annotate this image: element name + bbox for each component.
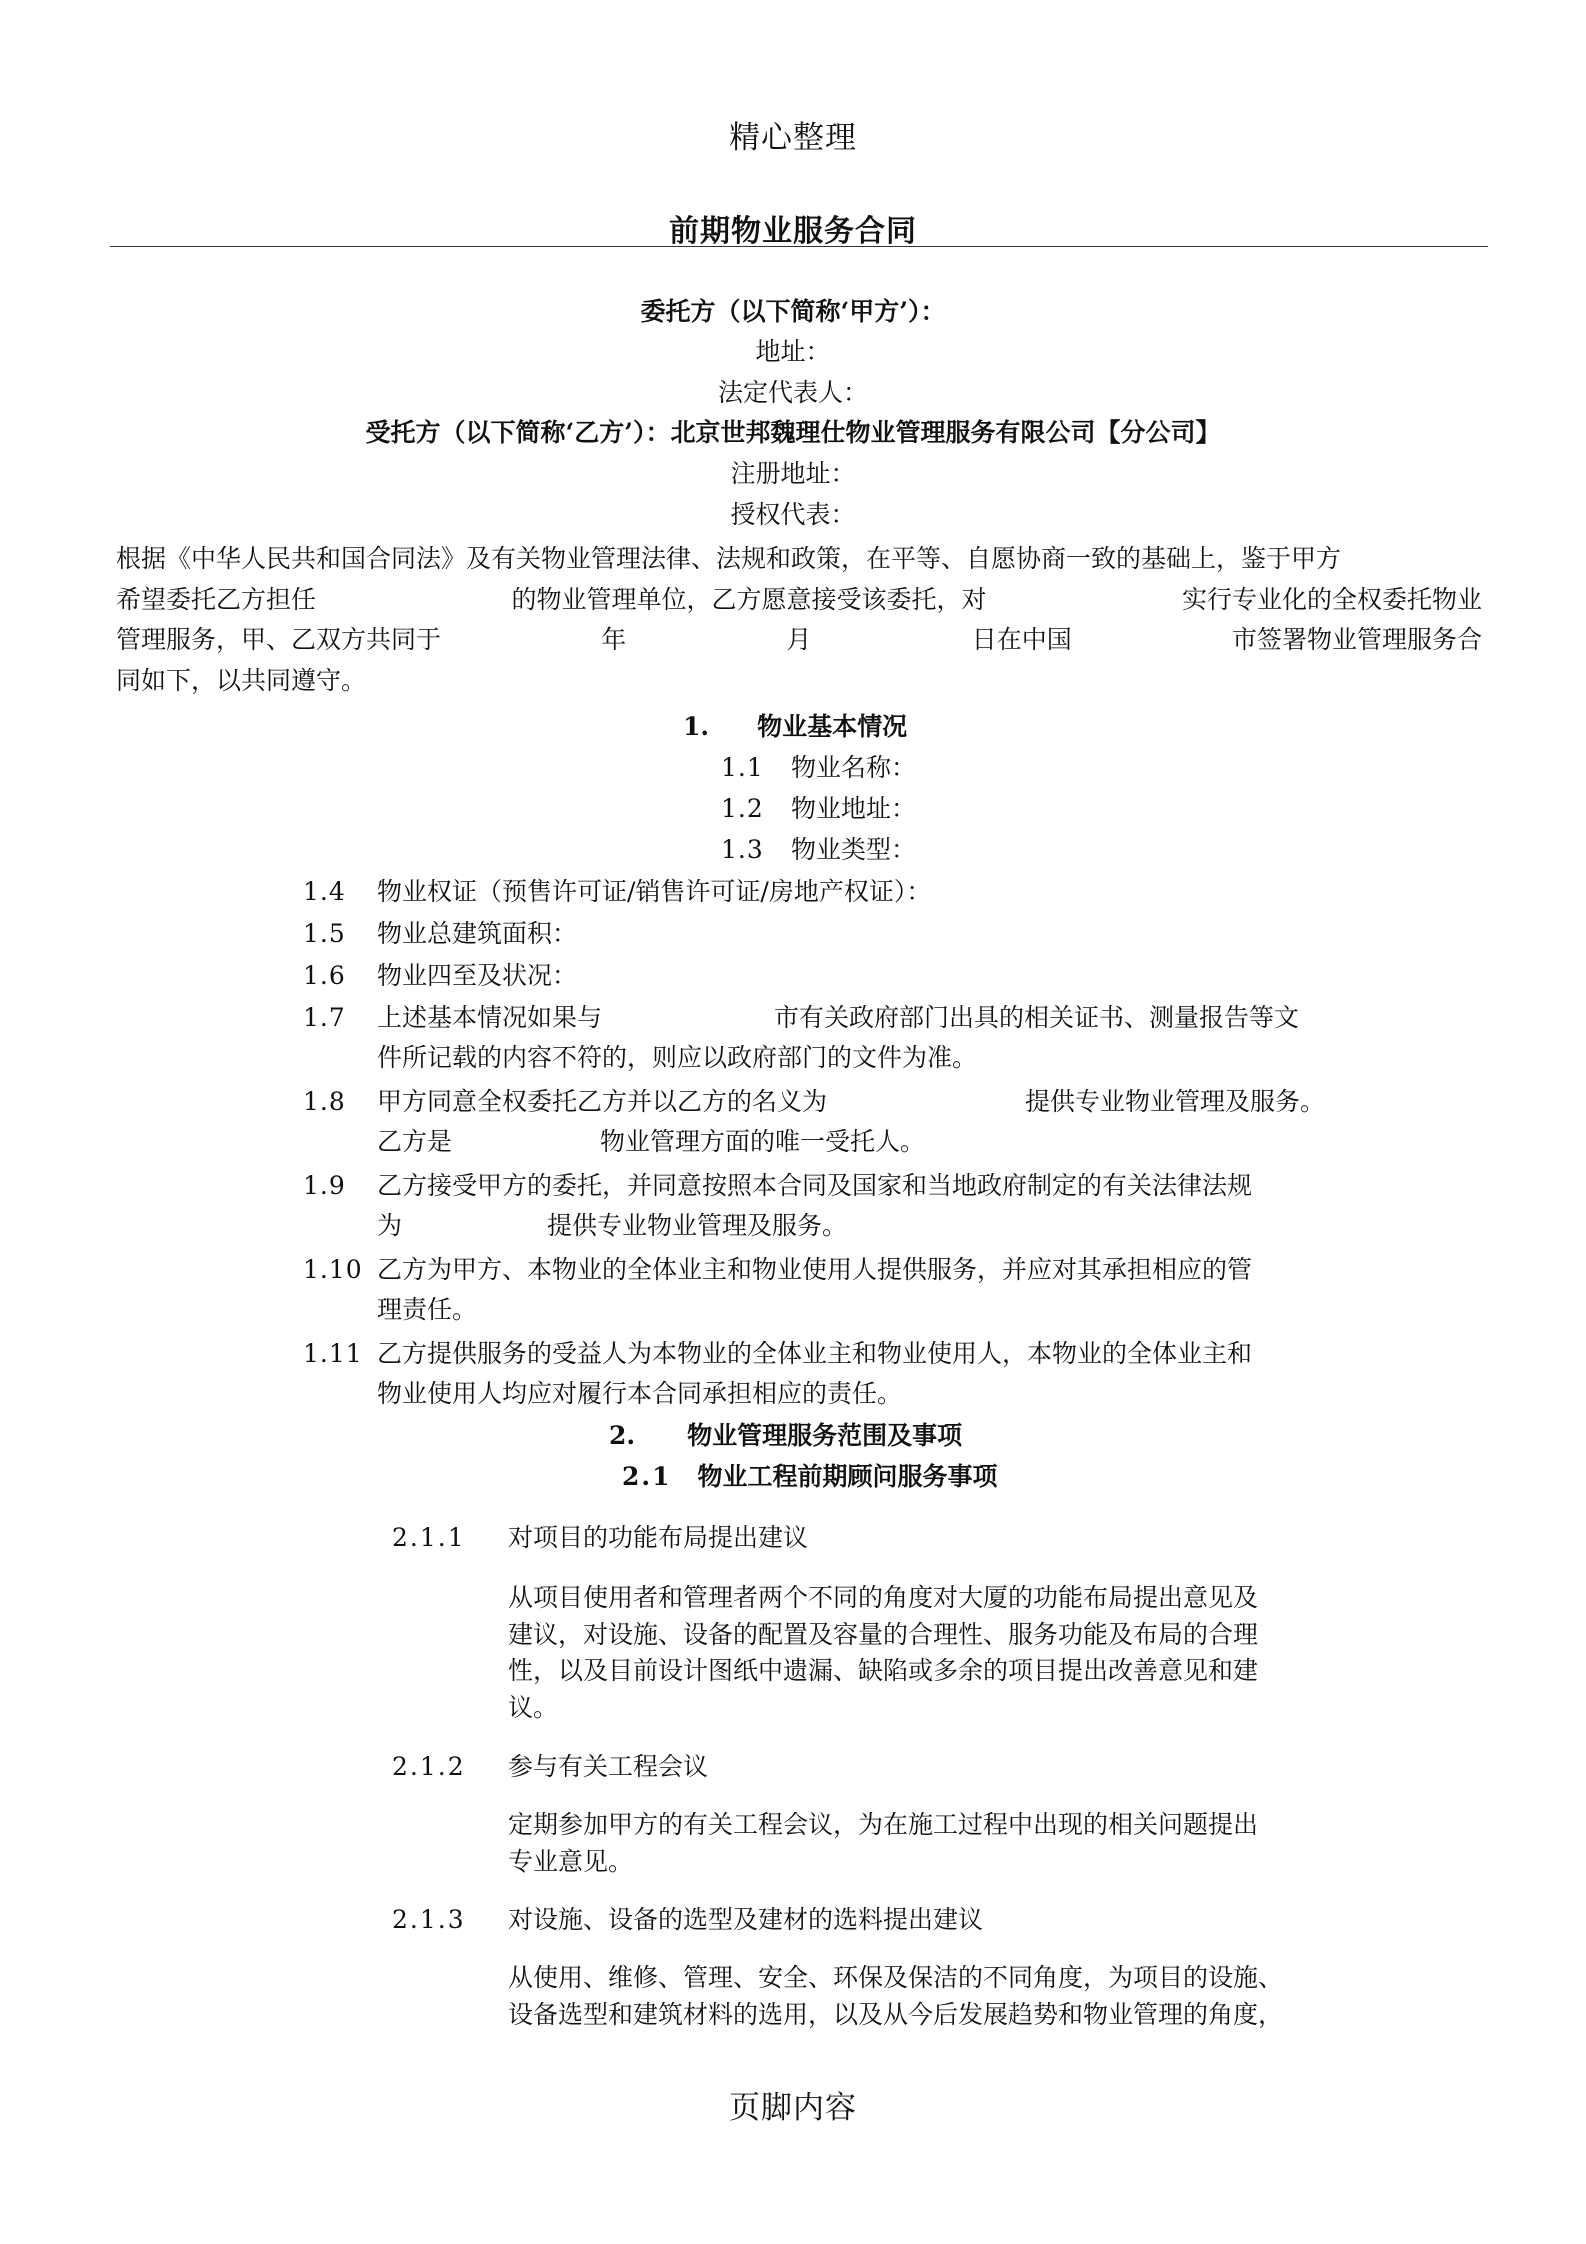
intro-paragraph	[116, 539, 1482, 701]
auth-rep-label: 授权代表：	[730, 500, 856, 529]
item-number: 1.9	[303, 1171, 346, 1200]
subsection-heading	[622, 1457, 998, 1497]
item-number: 1.8	[303, 1087, 346, 1116]
intro-text: 同如下，以共同遵守。	[116, 665, 367, 695]
intro-text: 根据《中华人民共和国合同法》及有关物业管理法律、法规和政策，在平等、自愿协商一致的基础上，鉴于甲方	[116, 544, 1342, 573]
subitem-paragraph	[508, 1960, 1283, 2033]
section-1-heading	[683, 707, 907, 747]
item-text: 物业类型：	[791, 835, 917, 864]
item-text: 件所记载的内容不符的，则应以政府部门的文件为准。	[377, 1043, 978, 1072]
title-divider	[110, 246, 1488, 247]
item-text: 提供专业物业管理及服务。	[1025, 1087, 1326, 1116]
item-text: 物业名称：	[791, 753, 917, 782]
item-text: 甲方同意全权委托乙方并以乙方的名义为	[377, 1087, 828, 1116]
item-number: 1.1	[721, 753, 764, 782]
item-text: 为	[377, 1211, 403, 1240]
intro-line-4	[116, 661, 1482, 702]
section-title: 物业管理服务范围及事项	[687, 1421, 963, 1450]
item-number: 1.4	[303, 877, 346, 906]
item-text: 物业权证（预售许可证/销售许可证/房地产权证）：	[377, 877, 932, 906]
paragraph-line: 性，以及目前设计图纸中遗漏、缺陷或多余的项目提出改善意见和建	[508, 1656, 1259, 1685]
item-number: 1.11	[303, 1339, 363, 1368]
paragraph-line: 定期参加甲方的有关工程会议，为在施工过程中出现的相关问题提出	[508, 1810, 1259, 1839]
item-number: 1.7	[303, 1003, 346, 1032]
page-footer: 页脚内容	[729, 2090, 857, 2126]
page-header: 精心整理	[729, 120, 857, 156]
paragraph-line: 从使用、维修、管理、安全、环保及保洁的不同角度，为项目的设施、	[508, 1963, 1284, 1992]
intro-line-1	[116, 539, 1482, 580]
reg-address-label: 注册地址：	[730, 459, 856, 488]
subitem-number: 2.1.3	[392, 1905, 466, 1934]
address-label: 地址：	[755, 337, 831, 366]
item-text: 上述基本情况如果与	[377, 1003, 603, 1032]
intro-text: 实行专业化的全权委托物业	[1181, 584, 1482, 614]
paragraph-line: 从项目使用者和管理者两个不同的角度对大厦的功能布局提出意见及	[508, 1583, 1259, 1612]
document-title: 前期物业服务合同	[669, 214, 917, 249]
item-text: 乙方是	[377, 1127, 453, 1156]
intro-text: 希望委托乙方担任	[116, 584, 317, 614]
subitem-paragraph	[508, 1807, 1258, 1880]
intro-text: 月	[786, 625, 812, 654]
section-2-heading	[609, 1416, 962, 1456]
subitem-paragraph	[508, 1580, 1258, 1726]
subitem-title: 对设施、设备的选型及建材的选料提出建议	[508, 1905, 984, 1934]
item-number: 1.6	[303, 961, 346, 990]
item-number: 1.5	[303, 919, 346, 948]
item-text: 物业地址：	[791, 794, 917, 823]
item-number: 1.3	[721, 835, 764, 864]
paragraph-line: 设备选型和建筑材料的选用，以及从今后发展趋势和物业管理的角度，	[508, 1999, 1284, 2029]
intro-text: 年	[601, 625, 627, 654]
subitem-title: 参与有关工程会议	[508, 1752, 709, 1781]
item-text: 乙方为甲方、本物业的全体业主和物业使用人提供服务，并应对其承担相应的管	[377, 1255, 1253, 1284]
item-text: 理责任。	[377, 1295, 478, 1324]
item-text: 物业使用人均应对履行本合同承担相应的责任。	[377, 1379, 903, 1408]
section-number: 1.	[683, 712, 710, 741]
paragraph-line: 专业意见。	[508, 1846, 634, 1876]
item-text: 物业总建筑面积：	[377, 919, 578, 948]
subitem-number: 2.1.1	[392, 1523, 466, 1552]
item-number: 1.10	[303, 1255, 363, 1284]
item-text: 市有关政府部门出具的相关证书、测量报告等文	[774, 1003, 1300, 1032]
paragraph-line: 建议，对设施、设备的配置及容量的合理性、服务功能及布局的合理	[508, 1619, 1259, 1649]
legal-rep-label: 法定代表人：	[717, 378, 868, 407]
item-text: 乙方接受甲方的委托，并同意按照本合同及国家和当地政府制定的有关法律法规	[377, 1171, 1253, 1200]
item-number: 1.2	[721, 794, 764, 823]
section-title: 物业基本情况	[757, 712, 908, 741]
item-text: 物业管理方面的唯一受托人。	[600, 1127, 926, 1156]
subitem-number: 2.1.2	[392, 1752, 466, 1781]
intro-text: 的物业管理单位，乙方愿意接受该委托，对	[511, 584, 987, 614]
item-text: 提供专业物业管理及服务。	[547, 1211, 848, 1240]
intro-text: 市签署物业管理服务合	[1231, 625, 1482, 654]
section-number: 2.	[609, 1421, 636, 1450]
intro-text: 日在中国	[971, 625, 1072, 654]
item-text: 乙方提供服务的受益人为本物业的全体业主和物业使用人，本物业的全体业主和	[377, 1339, 1253, 1368]
subsection-title: 物业工程前期顾问服务事项	[697, 1462, 998, 1491]
item-text: 物业四至及状况：	[377, 961, 578, 990]
party-a-label: 委托方（以下简称‘甲方’）：	[640, 297, 946, 326]
intro-line-2	[116, 580, 1482, 621]
subsection-number: 2.1	[622, 1462, 672, 1491]
party-b-label: 受托方（以下简称‘乙方’）：北京世邦魏理仕物业管理服务有限公司【分公司】	[365, 418, 1221, 447]
paragraph-line: 议。	[508, 1692, 559, 1722]
intro-text: 管理服务，甲、乙双方共同于	[116, 625, 442, 654]
intro-line-3	[116, 620, 1482, 661]
subitem-title: 对项目的功能布局提出建议	[508, 1523, 809, 1552]
